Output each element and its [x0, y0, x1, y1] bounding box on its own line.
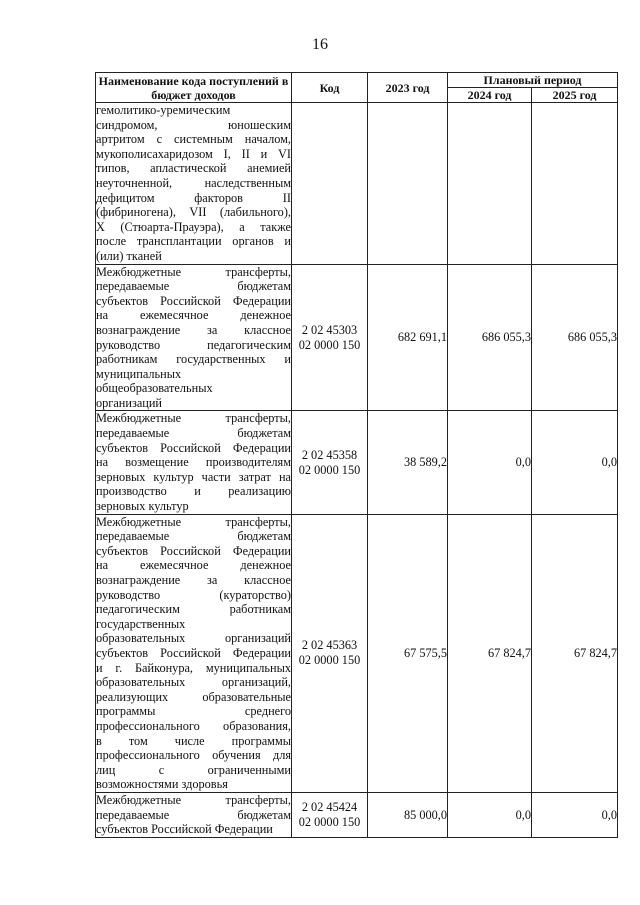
- revenue-name-line: лиц с ограниченными: [96, 762, 291, 777]
- header-2023: 2023 год: [368, 73, 448, 103]
- revenue-name-line: артритом с системным началом,: [96, 132, 291, 147]
- header-code: Код: [292, 73, 368, 103]
- revenue-name-line: (фибриногена), VII (лабильного),: [96, 205, 291, 220]
- revenue-name-line: передаваемые бюджетам: [96, 279, 291, 294]
- revenue-name-line: субъектов Российской Федерации: [96, 293, 291, 308]
- table-header: [96, 73, 618, 103]
- header-2025: 2025 год: [532, 88, 618, 103]
- revenue-name-line: производство и реализацию: [96, 484, 291, 499]
- revenue-name-line: неуточненной, наследственным: [96, 175, 291, 190]
- cell-2025: [532, 103, 618, 265]
- cell-code: 2 02 45303 02 0000 150: [292, 264, 368, 411]
- cell-revenue-name: [96, 792, 292, 837]
- revenue-name-line: типов, апластической анемией: [96, 161, 291, 176]
- revenue-name-line: на возмещение производителям: [96, 455, 291, 470]
- revenue-name-line: программы среднего: [96, 704, 291, 719]
- revenue-name-line: зерновых культур части затрат на: [96, 469, 291, 484]
- header-planned-period: Плановый период: [448, 73, 618, 88]
- cell-code: 2 02 45358 02 0000 150: [292, 411, 368, 514]
- revenue-name-line: субъектов Российской Федерации: [96, 543, 291, 558]
- revenue-name-line: реализующих образовательные: [96, 689, 291, 704]
- revenue-name-line: образовательных организаций,: [96, 675, 291, 690]
- cell-2023: 85 000,0: [368, 792, 448, 837]
- revenue-name-line: на ежемесячное денежное: [96, 558, 291, 573]
- revenue-name-line: зерновых культур: [96, 499, 189, 514]
- cell-2024: [448, 103, 532, 265]
- revenue-name-line: субъектов Российской Федерации: [96, 645, 291, 660]
- revenue-name-line: руководство (кураторство): [96, 587, 291, 602]
- revenue-name-line: X (Стюарта-Прауэра), а также: [96, 219, 291, 234]
- revenue-name-line: профессионального обучения для: [96, 748, 291, 763]
- revenue-name-line: в том числе программы: [96, 733, 291, 748]
- table-row: [96, 514, 618, 792]
- cell-2025: 0,0: [532, 792, 618, 837]
- page-number: 16: [312, 36, 328, 53]
- revenue-name-line: и г. Байконура, муниципальных: [96, 660, 291, 675]
- cell-code: 2 02 45363 02 0000 150: [292, 514, 368, 792]
- revenue-name-line: мукополисахаридозом I, II и VI: [96, 146, 291, 161]
- revenue-name-line: общеобразовательных: [96, 381, 213, 396]
- revenue-name-line: Межбюджетные трансферты,: [96, 792, 291, 807]
- cell-2023: 682 691,1: [368, 264, 448, 411]
- budget-revenue-table: [95, 72, 618, 838]
- cell-2023: 67 575,5: [368, 514, 448, 792]
- revenue-name-line: работникам государственных и: [96, 352, 291, 367]
- header-2024: 2024 год: [448, 88, 532, 103]
- revenue-name-line: педагогическим работникам: [96, 602, 291, 617]
- cell-2024: 67 824,7: [448, 514, 532, 792]
- cell-2025: 67 824,7: [532, 514, 618, 792]
- cell-revenue-name: [96, 411, 292, 514]
- table-row: [96, 792, 618, 837]
- revenue-name-line: Межбюджетные трансферты,: [96, 264, 291, 279]
- revenue-name-line: вознаграждение за классное: [96, 322, 291, 337]
- revenue-name-line: дефицитом факторов II: [96, 190, 291, 205]
- revenue-name-line: образовательных организаций: [96, 631, 291, 646]
- table-row: [96, 264, 618, 411]
- cell-revenue-name: [96, 103, 292, 265]
- table-body: [96, 103, 618, 838]
- revenue-name-line: возможностями здоровья: [96, 777, 228, 792]
- revenue-name-line: организаций: [96, 395, 163, 410]
- table-row: [96, 411, 618, 514]
- cell-revenue-name: [96, 514, 292, 792]
- cell-2024: 686 055,3: [448, 264, 532, 411]
- revenue-name-line: вознаграждение за классное: [96, 573, 291, 587]
- cell-code: 2 02 45424 02 0000 150: [292, 792, 368, 837]
- table-row: [96, 103, 618, 265]
- revenue-name-line: (или) тканей: [96, 248, 162, 263]
- revenue-name-line: передаваемые бюджетам: [96, 807, 291, 822]
- cell-code: [292, 103, 368, 265]
- revenue-name-line: синдромом, юношеским: [96, 117, 291, 132]
- cell-2024: 0,0: [448, 411, 532, 514]
- revenue-name-line: государственных: [96, 616, 186, 631]
- revenue-name-line: Межбюджетные трансферты,: [96, 411, 291, 426]
- revenue-name-line: передаваемые бюджетам: [96, 426, 291, 441]
- revenue-name-line: субъектов Российской Федерации: [96, 822, 273, 837]
- revenue-name-line: передаваемые бюджетам: [96, 529, 291, 544]
- cell-revenue-name: [96, 264, 292, 411]
- cell-2023: [368, 103, 448, 265]
- cell-2024: 0,0: [448, 792, 532, 837]
- revenue-name-line: гемолитико-уремическим: [96, 103, 231, 117]
- revenue-name-line: руководство педагогическим: [96, 337, 291, 352]
- revenue-name-line: после трансплантации органов и: [96, 234, 291, 249]
- revenue-name-line: субъектов Российской Федерации: [96, 440, 291, 455]
- header-name: Наименование кода поступлений в бюджет доходов: [96, 73, 292, 103]
- revenue-name-line: Межбюджетные трансферты,: [96, 514, 291, 529]
- cell-2025: 0,0: [532, 411, 618, 514]
- cell-2023: 38 589,2: [368, 411, 448, 514]
- cell-2025: 686 055,3: [532, 264, 618, 411]
- revenue-name-line: профессионального образования,: [96, 718, 291, 733]
- revenue-name-line: на ежемесячное денежное: [96, 308, 291, 323]
- revenue-name-line: муниципальных: [96, 366, 182, 381]
